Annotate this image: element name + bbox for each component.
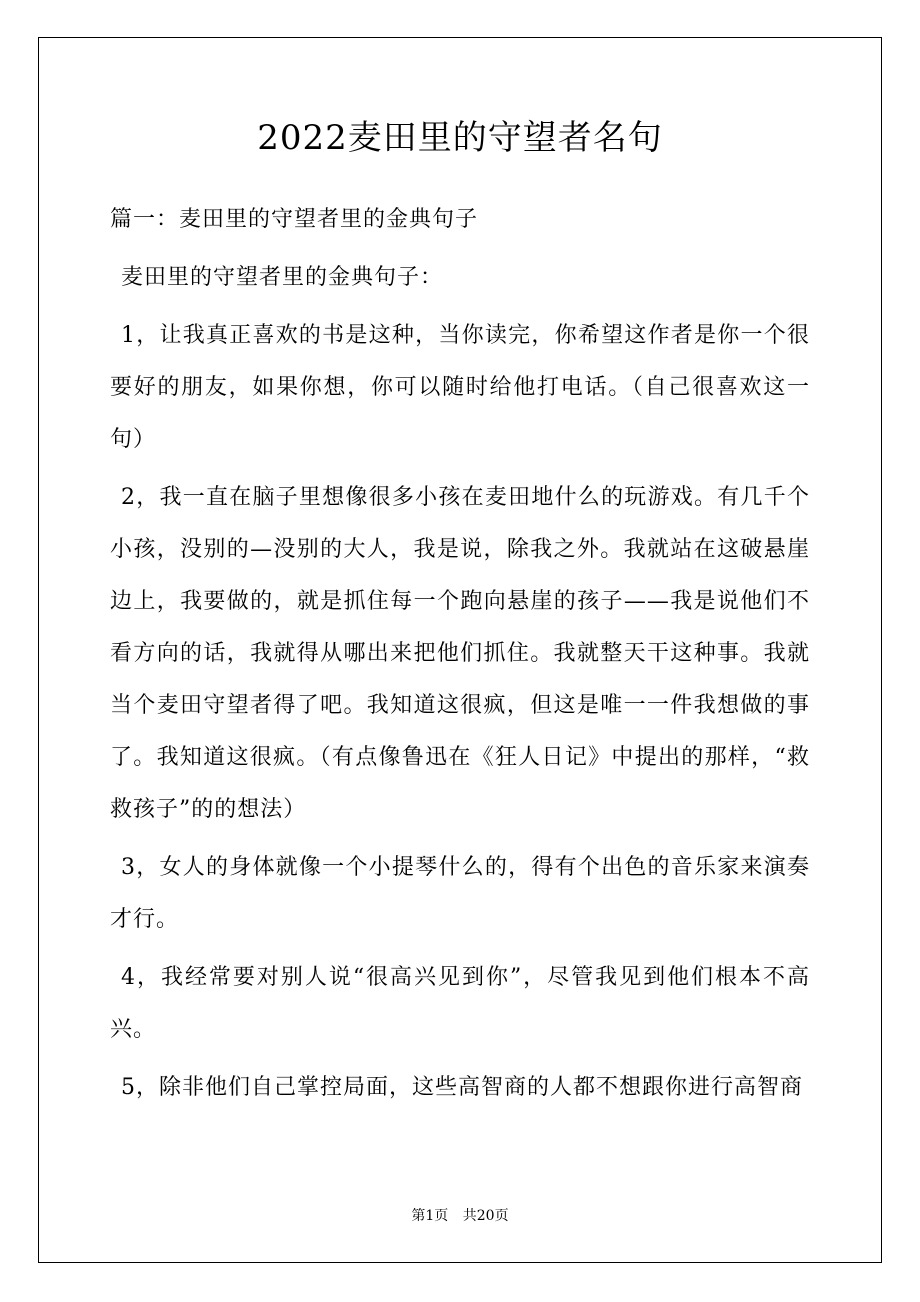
page-footer bbox=[0, 1206, 920, 1226]
document-title: 2022麦田里的守望者名句 bbox=[257, 118, 663, 158]
document-body bbox=[110, 194, 810, 1120]
quote-paragraph-3: 3，女人的身体就像一个小提琴什么的，得有个出色的音乐家来演奏才行。 bbox=[110, 855, 810, 932]
page-total: 共20页 bbox=[462, 1208, 509, 1224]
section-subheading: 麦田里的守望者里的金典句子： bbox=[121, 265, 444, 290]
quote-paragraph-4: 4，我经常要对别人说“很高兴见到你”，尽管我见到他们根本不高兴。 bbox=[110, 965, 810, 1042]
quote-paragraph-2: 2，我一直在脑子里想像很多小孩在麦田地什么的玩游戏。有几千个小孩，没别的—没别的大人，我是说，除我之外。我就站在这破悬崖边上，我要做的，就是抓住每一个跑向悬崖的孩子——我是说他们不看方向的话，我就得从哪出来把他们抓住。我就整天干这种事。我就当个麦田守望者得了吧。我知道这很疯，但这是唯一一件我想做的事了。我知道这很疯。（有点像鲁迅在《狂人日记》中提出的那样，“救救孩子”的的想法） bbox=[110, 485, 810, 822]
quote-paragraph-5: 5，除非他们自己掌控局面，这些高智商的人都不想跟你进行高智商 bbox=[121, 1075, 803, 1100]
quote-paragraph-1: 1，让我真正喜欢的书是这种，当你读完，你希望这作者是你一个很要好的朋友，如果你想，你可以随时给他打电话。（自己很喜欢这一句） bbox=[110, 323, 810, 452]
section-heading: 篇一：麦田里的守望者里的金典句子 bbox=[110, 207, 479, 232]
page-number: 第1页 bbox=[411, 1208, 449, 1224]
